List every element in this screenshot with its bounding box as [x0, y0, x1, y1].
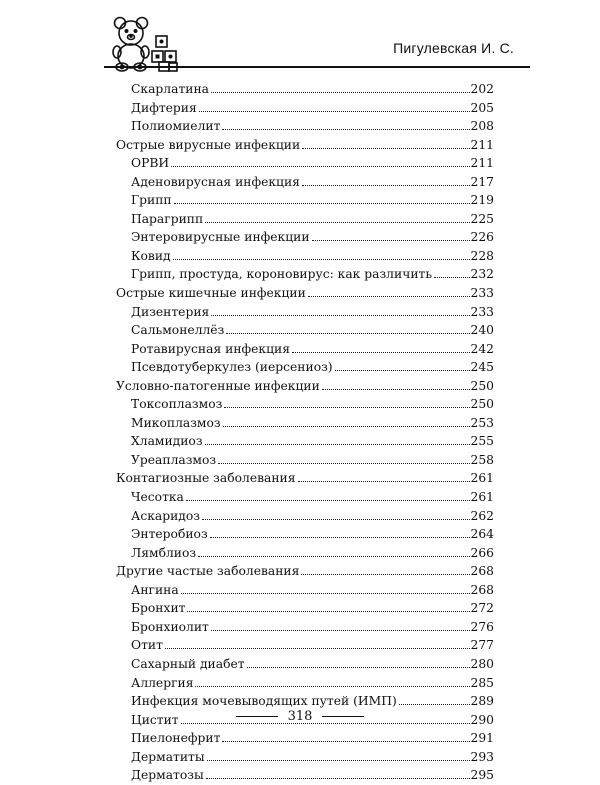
toc-entry	[116, 766, 494, 785]
toc-entry-title: Острые вирусные инфекции	[116, 137, 301, 152]
toc-entry-title: Дерматиты	[131, 749, 205, 764]
toc-entry-title: Лямблиоз	[131, 545, 197, 560]
dot-leader	[181, 593, 470, 594]
toc-entry-title: Хламидиоз	[131, 434, 203, 449]
dot-leader	[186, 500, 470, 501]
dot-leader	[174, 203, 470, 204]
dot-leader	[198, 556, 469, 557]
toc-entry-title: Бронхиолит	[131, 619, 209, 634]
toc-entry-title: Энтеробиоз	[131, 527, 208, 542]
toc-entry-page: 291	[470, 731, 494, 746]
toc-entry	[116, 729, 494, 748]
toc-entry	[116, 265, 494, 284]
table-of-contents	[116, 80, 494, 785]
dot-leader	[223, 426, 470, 427]
toc-entry	[116, 117, 494, 136]
dot-leader	[199, 111, 470, 112]
dot-leader	[298, 481, 470, 482]
toc-entry-page: 225	[470, 211, 494, 226]
toc-entry	[116, 321, 494, 340]
dot-leader	[301, 574, 469, 575]
toc-entry-title: Энтеровирусные инфекции	[131, 230, 310, 245]
toc-entry-title: Уреаплазмоз	[131, 452, 217, 467]
toc-entry-page: 242	[470, 341, 494, 356]
toc-entry	[116, 599, 494, 618]
toc-entry-page: 268	[470, 564, 494, 579]
toc-entry	[116, 544, 494, 563]
dot-leader	[207, 760, 470, 761]
toc-entry	[116, 284, 494, 303]
toc-entry-page: 289	[470, 694, 494, 709]
dot-leader	[322, 389, 470, 390]
toc-entry-title: ОРВИ	[131, 156, 170, 171]
toc-entry-title: Другие частые заболевания	[116, 564, 300, 579]
toc-entry-page: 233	[470, 286, 494, 301]
dot-leader	[171, 166, 469, 167]
toc-entry-page: 228	[470, 248, 494, 263]
toc-entry-title: Сальмонеллёз	[131, 323, 225, 338]
toc-entry-page: 272	[470, 601, 494, 616]
author-name: Пигулевская И. С.	[393, 40, 514, 56]
dot-leader	[173, 259, 470, 260]
toc-entry-page: 245	[470, 360, 494, 375]
dot-leader	[206, 778, 470, 779]
toc-entry-page: 232	[470, 267, 494, 282]
dot-leader	[247, 667, 470, 668]
toc-entry-page: 255	[470, 434, 494, 449]
toc-entry-page: 240	[470, 323, 494, 338]
toc-entry-title: Микоплазмоз	[131, 415, 221, 430]
toc-entry	[116, 377, 494, 396]
footer-dash-right	[322, 716, 364, 717]
toc-entry-page: 268	[470, 582, 494, 597]
toc-entry-title: Скарлатина	[131, 82, 209, 96]
toc-entry	[116, 154, 494, 173]
toc-entry-title: Аскаридоз	[131, 508, 200, 523]
dot-leader	[210, 537, 470, 538]
toc-entry	[116, 525, 494, 544]
toc-entry-page: 261	[470, 490, 494, 505]
dot-leader	[187, 611, 469, 612]
toc-entry-title: Токсоплазмоз	[131, 397, 223, 412]
toc-entry-page: 266	[470, 545, 494, 560]
toc-entry-page: 285	[470, 675, 494, 690]
toc-entry-title: Пиелонефрит	[131, 731, 221, 746]
toc-entry	[116, 395, 494, 414]
toc-entry	[116, 507, 494, 526]
toc-entry-title: Контагиозные заболевания	[116, 471, 296, 486]
toc-entry	[116, 414, 494, 433]
toc-entry-title: Инфекция мочевыводящих путей (ИМП)	[131, 694, 397, 709]
toc-entry	[116, 618, 494, 637]
dot-leader	[165, 648, 470, 649]
toc-entry	[116, 210, 494, 229]
dot-leader	[292, 352, 470, 353]
toc-entry-page: 264	[470, 527, 494, 542]
toc-entry-page: 208	[470, 119, 494, 134]
toc-entry-page: 219	[470, 193, 494, 208]
toc-entry	[116, 748, 494, 767]
toc-entry	[116, 655, 494, 674]
dot-leader	[312, 240, 470, 241]
toc-entry-page: 205	[470, 100, 494, 115]
toc-entry	[116, 80, 494, 99]
toc-entry	[116, 228, 494, 247]
toc-entry	[116, 674, 494, 693]
toc-entry-title: Парагрипп	[131, 211, 204, 226]
dot-leader	[222, 129, 469, 130]
toc-entry-page: 250	[470, 378, 494, 393]
toc-entry	[116, 340, 494, 359]
toc-entry-page: 276	[470, 619, 494, 634]
toc-entry	[116, 581, 494, 600]
toc-entry-page: 202	[470, 82, 494, 96]
toc-entry-page: 261	[470, 471, 494, 486]
toc-entry	[116, 358, 494, 377]
dot-leader	[211, 630, 470, 631]
toc-entry-page: 258	[470, 452, 494, 467]
toc-entry-title: Острые кишечные инфекции	[116, 286, 306, 301]
toc-entry-title: Цистит	[131, 712, 179, 727]
toc-entry	[116, 173, 494, 192]
page-number: 318	[287, 708, 313, 724]
dot-leader	[211, 315, 469, 316]
toc-entry	[116, 488, 494, 507]
toc-entry-page: 280	[470, 656, 494, 671]
dot-leader	[205, 444, 470, 445]
dot-leader	[399, 704, 470, 705]
dot-leader	[224, 407, 469, 408]
toc-entry-title: Ангина	[131, 582, 179, 597]
dot-leader	[302, 185, 470, 186]
toc-entry-title: Отит	[131, 638, 163, 653]
footer-dash-left	[236, 716, 278, 717]
dot-leader	[308, 296, 470, 297]
toc-entry-title: Дифтерия	[131, 100, 197, 115]
toc-entry-title: Ротавирусная инфекция	[131, 341, 290, 356]
toc-entry	[116, 451, 494, 470]
toc-entry-title: Условно-патогенные инфекции	[116, 378, 320, 393]
toc-entry-page: 226	[470, 230, 494, 245]
header-rule	[104, 66, 530, 68]
toc-entry-page: 211	[470, 156, 494, 171]
teddy-bear-with-blocks-icon	[108, 14, 180, 74]
dot-leader	[218, 463, 469, 464]
dot-leader	[205, 222, 469, 223]
toc-entry	[116, 247, 494, 266]
toc-entry-title: Ковид	[131, 248, 171, 263]
dot-leader	[195, 686, 469, 687]
toc-entry-page: 295	[470, 768, 494, 783]
toc-entry	[116, 191, 494, 210]
dot-leader	[211, 92, 470, 93]
dot-leader	[302, 148, 469, 149]
toc-entry-title: Дерматозы	[131, 768, 204, 783]
toc-entry	[116, 432, 494, 451]
toc-entry-page: 211	[470, 137, 494, 152]
toc-entry-page: 290	[470, 712, 494, 727]
toc-entry-title: Чесотка	[131, 490, 184, 505]
toc-entry-title: Аденовирусная инфекция	[131, 174, 300, 189]
toc-entry-title: Грипп, простуда, короновирус: как различить	[131, 267, 433, 282]
toc-entry-page: 253	[470, 415, 494, 430]
toc-entry	[116, 562, 494, 581]
toc-entry-page: 217	[470, 174, 494, 189]
toc-entry-page: 262	[470, 508, 494, 523]
toc-entry-page: 233	[470, 304, 494, 319]
toc-entry-title: Дизентерия	[131, 304, 210, 319]
page-header	[0, 0, 600, 80]
dot-leader	[335, 370, 470, 371]
toc-entry-title: Псевдотуберкулез (иерсениоз)	[131, 360, 333, 375]
toc-entry-title: Грипп	[131, 193, 172, 208]
toc-entry-title: Полиомиелит	[131, 119, 221, 134]
toc-entry-page: 250	[470, 397, 494, 412]
toc-entry	[116, 303, 494, 322]
page-footer	[0, 706, 600, 726]
toc-entry-page: 277	[470, 638, 494, 653]
toc-entry	[116, 636, 494, 655]
toc-entry-page: 293	[470, 749, 494, 764]
toc-entry	[116, 99, 494, 118]
toc-entry	[116, 469, 494, 488]
toc-entry-title: Сахарный диабет	[131, 656, 245, 671]
toc-entry-title: Аллергия	[131, 675, 194, 690]
dot-leader	[226, 333, 469, 334]
dot-leader	[222, 741, 469, 742]
toc-entry	[116, 136, 494, 155]
dot-leader	[202, 519, 470, 520]
toc-entry-title: Бронхит	[131, 601, 186, 616]
dot-leader	[434, 277, 470, 278]
